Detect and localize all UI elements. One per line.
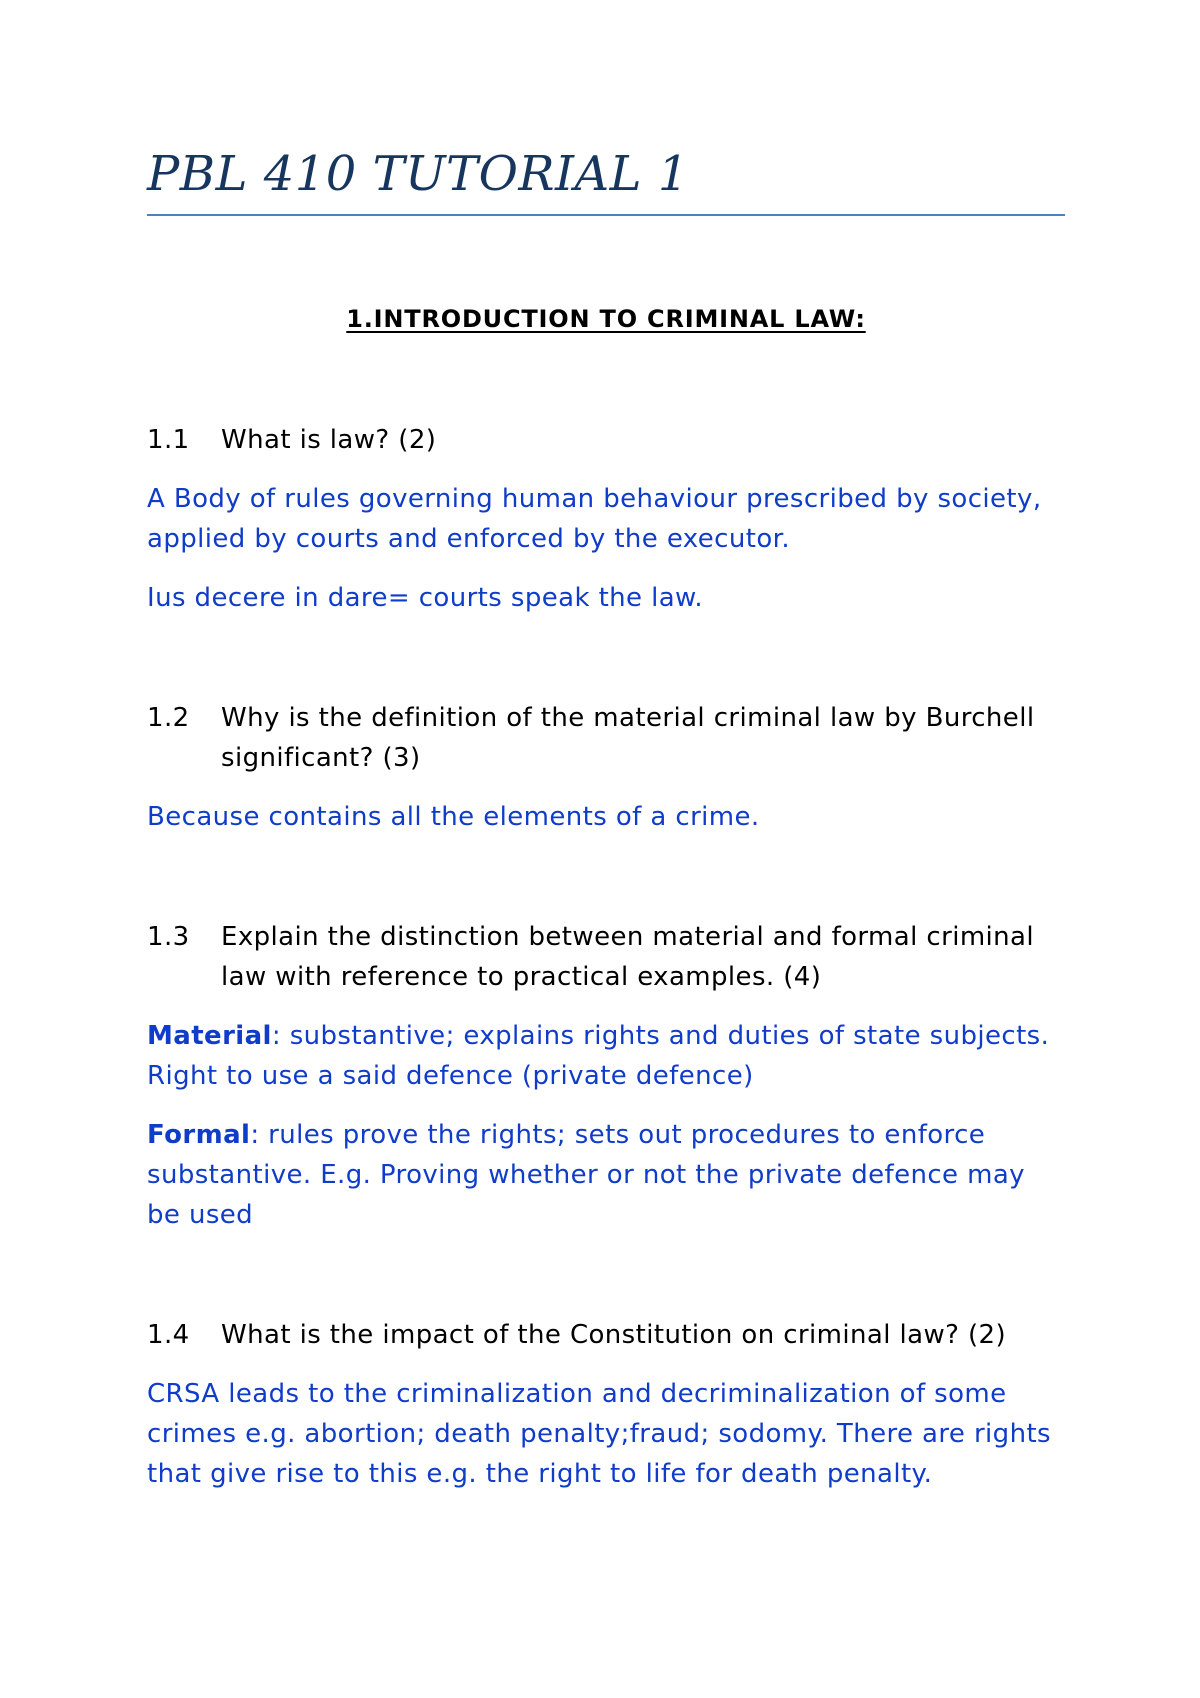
answer-label: Formal — [147, 1120, 251, 1150]
answer-1-4: CRSA leads to the criminalization and decriminalization of some crimes e.g. abortion; death penalty;fraud; sodomy. There are rights that give rise to this e.g. the right to life for death penalty. — [147, 1379, 1052, 1489]
question-number: 1.4 — [147, 1320, 190, 1350]
question-1-4 — [147, 1315, 1065, 1355]
title-divider — [147, 214, 1065, 216]
question-1-1 — [147, 420, 1065, 460]
question-1-2 — [147, 698, 1065, 778]
answer-1-3-material — [147, 1016, 1065, 1096]
answer-text: : substantive; explains rights and duties of state subjects. Right to use a said defence (private defence) — [147, 1021, 1050, 1091]
answer-1-1-b: Ius decere in dare= courts speak the law. — [147, 583, 704, 613]
question-text: What is the impact of the Constitution on criminal law? (2) — [221, 1320, 1007, 1350]
question-text: Explain the distinction between material and formal criminal law with reference to practical examples. (4) — [221, 922, 1035, 992]
answer-text: : rules prove the rights; sets out procedures to enforce substantive. E.g. Proving whether or not the private defence may be used — [147, 1120, 1025, 1230]
question-text: What is law? (2) — [221, 425, 437, 455]
question-number: 1.3 — [147, 922, 190, 952]
answer-1-1-a: A Body of rules governing human behaviour prescribed by society, applied by courts and enforced by the executor. — [147, 484, 1042, 554]
question-number: 1.2 — [147, 703, 190, 733]
question-1-3 — [147, 917, 1065, 997]
answer-1-3-formal — [147, 1115, 1065, 1235]
answer-label: Material — [147, 1021, 272, 1051]
question-text: Why is the definition of the material criminal law by Burchell significant? (3) — [221, 703, 1035, 773]
question-number: 1.1 — [147, 425, 190, 455]
section-heading: 1.INTRODUCTION TO CRIMINAL LAW: — [346, 305, 866, 333]
answer-1-2: Because contains all the elements of a crime. — [147, 802, 760, 832]
document-title: PBL 410 TUTORIAL 1 — [147, 146, 689, 202]
